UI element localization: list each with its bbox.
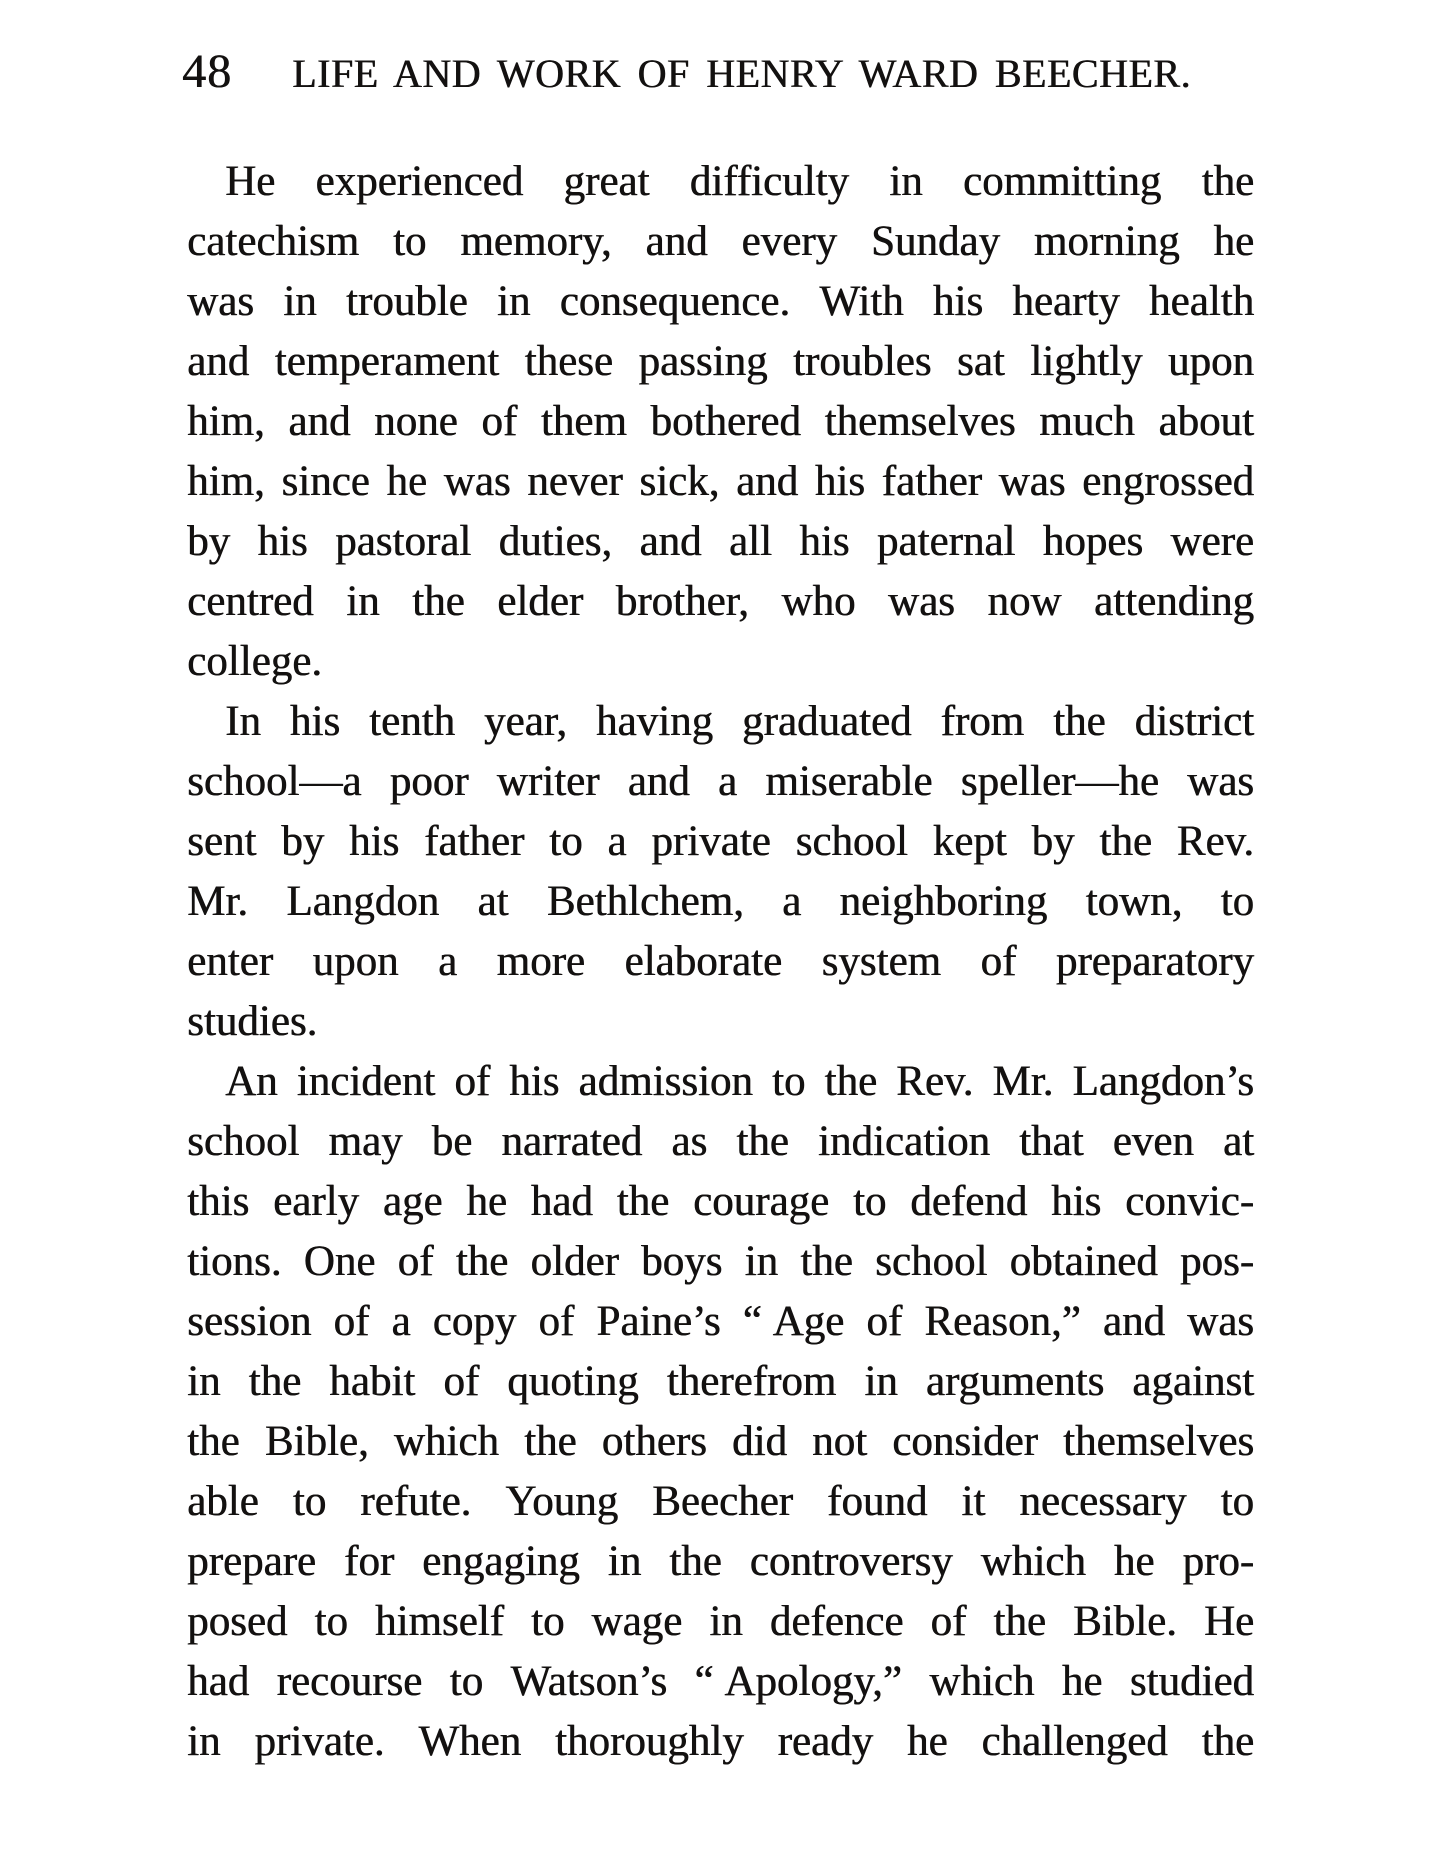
text-line: in the habit of quoting therefrom in arguments against bbox=[187, 1358, 1254, 1405]
text-line: in private. When thoroughly ready he challenged the bbox=[187, 1718, 1254, 1765]
text-line: had recourse to Watson’s “ Apology,” which he studied bbox=[187, 1658, 1254, 1705]
text-line: this early age he had the courage to defend his convic- bbox=[187, 1178, 1254, 1225]
text-line: school may be narrated as the indication that even at bbox=[187, 1118, 1254, 1165]
text-line: him, and none of them bothered themselves much about bbox=[187, 398, 1254, 445]
text-line: prepare for engaging in the controversy which he pro- bbox=[187, 1538, 1254, 1585]
text-line: Mr. Langdon at Bethlchem, a neighboring town, to bbox=[187, 878, 1254, 925]
text-line: sent by his father to a private school kept by the Rev. bbox=[187, 818, 1254, 865]
text-line: and temperament these passing troubles sat lightly upon bbox=[187, 338, 1254, 385]
page-number: 48 bbox=[182, 45, 232, 98]
text-line: school—a poor writer and a miserable speller—he was bbox=[187, 758, 1254, 805]
text-line: session of a copy of Paine’s “ Age of Reason,” and was bbox=[187, 1298, 1254, 1345]
text-line: the Bible, which the others did not consider themselves bbox=[187, 1418, 1254, 1465]
text-line: centred in the elder brother, who was now attending bbox=[187, 578, 1254, 625]
text-line: able to refute. Young Beecher found it necessary to bbox=[187, 1478, 1254, 1525]
text-line: tions. One of the older boys in the school obtained pos- bbox=[187, 1238, 1254, 1285]
text-line: studies. bbox=[187, 998, 318, 1045]
text-line: enter upon a more elaborate system of preparatory bbox=[187, 938, 1254, 985]
page-text bbox=[187, 152, 1254, 1772]
text-line: In his tenth year, having graduated from the district bbox=[225, 698, 1254, 745]
text-line: college. bbox=[187, 638, 322, 685]
text-line: An incident of his admission to the Rev. Mr. Langdon’s bbox=[225, 1058, 1254, 1105]
text-line: him, since he was never sick, and his father was engrossed bbox=[187, 458, 1254, 505]
text-line: by his pastoral duties, and all his paternal hopes were bbox=[187, 518, 1254, 565]
running-header-title: LIFE AND WORK OF HENRY WARD BEECHER. bbox=[292, 51, 1191, 96]
text-line: was in trouble in consequence. With his hearty health bbox=[187, 278, 1254, 325]
text-line: catechism to memory, and every Sunday morning he bbox=[187, 218, 1254, 265]
text-line: He experienced great difficulty in committing the bbox=[225, 158, 1254, 205]
text-line: posed to himself to wage in defence of the Bible. He bbox=[187, 1598, 1254, 1645]
